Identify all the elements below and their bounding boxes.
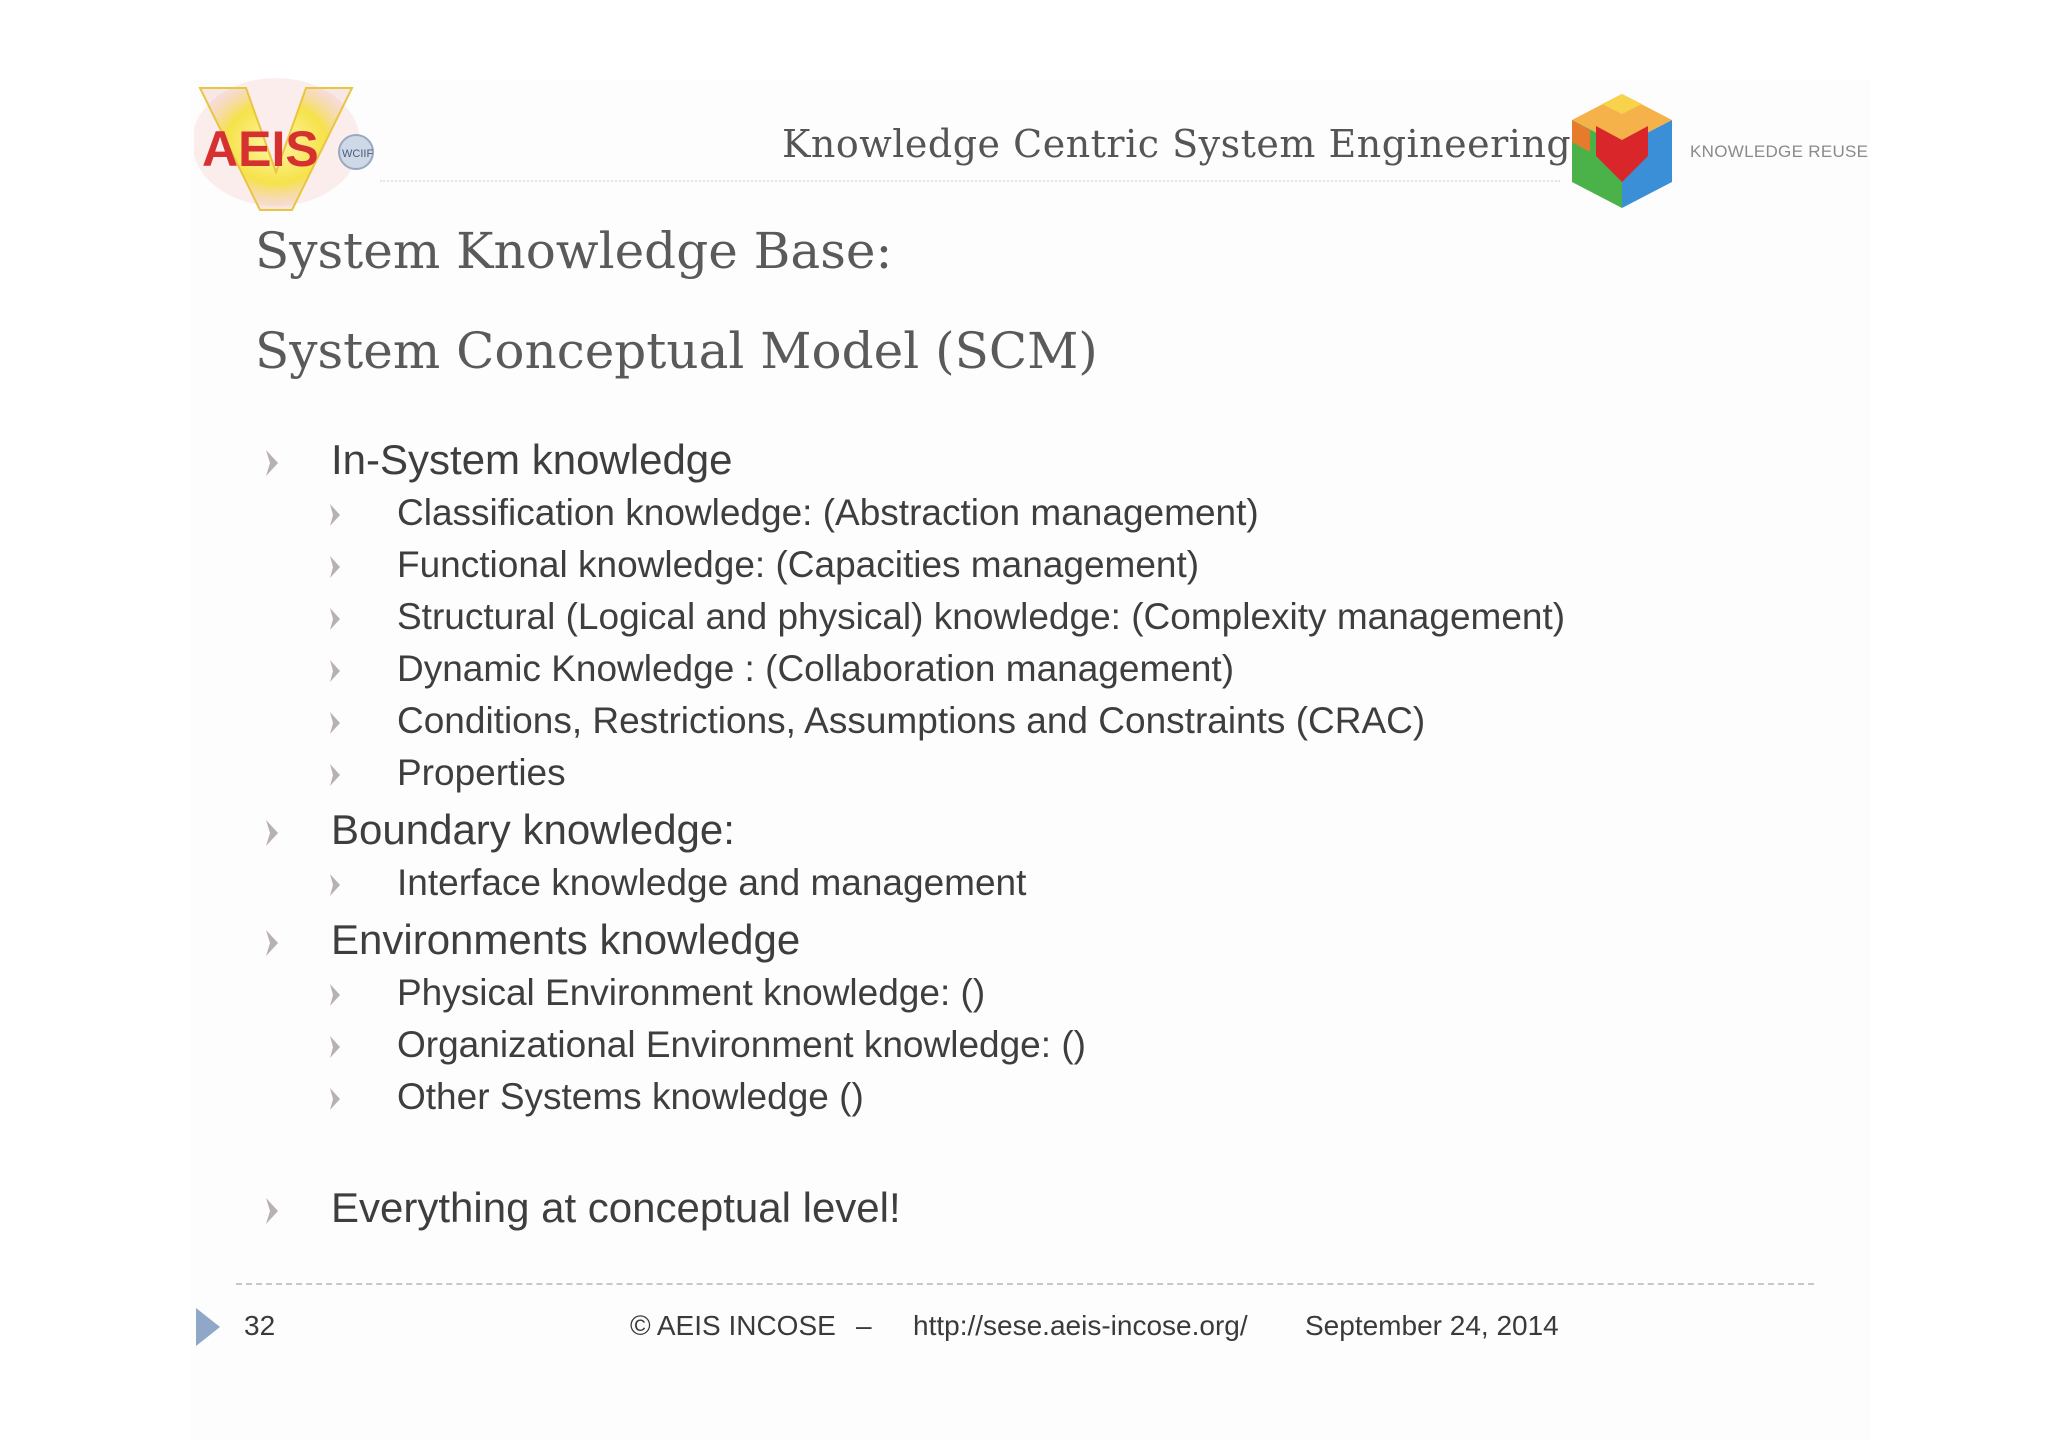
bullet-arrow-icon — [264, 448, 280, 478]
slide-title-line1: System Knowledge Base: — [255, 222, 893, 280]
bullet-arrow-icon — [264, 818, 280, 848]
page-number: 32 — [244, 1310, 276, 1341]
aeis-logo-text: AEIS — [202, 121, 319, 177]
sub-bullet-text: Interface knowledge and management — [397, 862, 1027, 903]
sub-bullet-text: Physical Environment knowledge: () — [397, 972, 986, 1013]
bullet-arrow-icon — [328, 710, 342, 736]
sub-bullet-text: Dynamic Knowledge : (Collaboration management) — [397, 648, 1235, 689]
bullet-text: In-System knowledge — [331, 436, 733, 483]
bullet-arrow-icon — [328, 1034, 342, 1060]
sub-bullet-text: Functional knowledge: (Capacities management) — [397, 544, 1200, 585]
footer-copyright: © AEIS INCOSE — [630, 1310, 836, 1341]
bullet-arrow-icon — [328, 502, 342, 528]
sub-bullet-text: Structural (Logical and physical) knowledge: (Complexity management) — [397, 596, 1566, 637]
footer-date: September 24, 2014 — [1305, 1310, 1559, 1341]
sub-bullet-text: Organizational Environment knowledge: () — [397, 1024, 1086, 1065]
sub-bullet-text: Conditions, Restrictions, Assumptions and Constraints (CRAC) — [397, 700, 1426, 741]
wciif-badge-text: WCIIF — [342, 148, 374, 160]
sub-bullet-text: Other Systems knowledge () — [397, 1076, 864, 1117]
sub-bullet-text: Properties — [397, 752, 566, 793]
header-title: Knowledge Centric System Engineering — [782, 122, 1572, 166]
footer-arrow-icon — [196, 1308, 220, 1351]
bullet-arrow-icon — [328, 606, 342, 632]
bullet-text: Everything at conceptual level! — [331, 1184, 901, 1231]
footer-url-link[interactable]: http://sese.aeis-incose.org/ — [913, 1310, 1248, 1341]
bullet-arrow-icon — [328, 982, 342, 1008]
knowledge-reuse-text: KNOWLEDGE REUSE — [1690, 142, 1869, 161]
footer-dash: – — [856, 1310, 872, 1341]
bullet-arrow-icon — [328, 1086, 342, 1112]
bullet-arrow-icon — [328, 872, 342, 898]
footer-divider — [236, 1283, 1814, 1285]
bullet-arrow-icon — [264, 1196, 280, 1226]
bullet-text: Boundary knowledge: — [331, 806, 735, 853]
bullet-arrow-icon — [264, 928, 280, 958]
bullet-arrow-icon — [328, 554, 342, 580]
sub-bullet-text: Classification knowledge: (Abstraction management) — [397, 492, 1259, 533]
bullet-text: Environments knowledge — [331, 916, 801, 963]
bullet-arrow-icon — [328, 658, 342, 684]
bullet-arrow-icon — [328, 762, 342, 788]
slide-title-line2: System Conceptual Model (SCM) — [255, 322, 1098, 380]
